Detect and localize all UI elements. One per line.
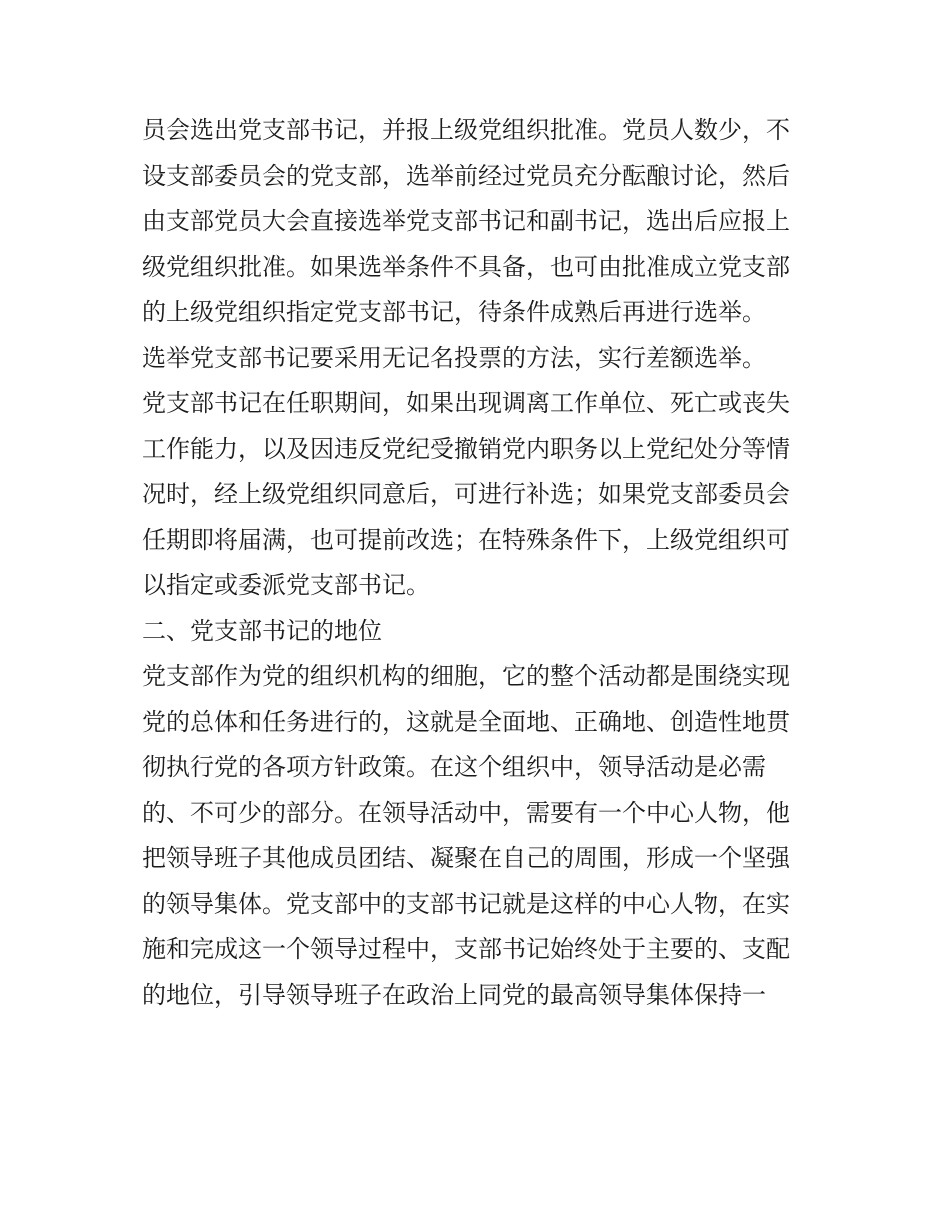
text-line: 的上级党组织指定党支部书记，待条件成熟后再进行选举。 bbox=[142, 298, 766, 326]
text-line: 把领导班子其他成员团结、凝聚在自己的周围，形成一个坚强 bbox=[142, 844, 790, 872]
text-line: 彻执行党的各项方针政策。在这个组织中，领导活动是必需 bbox=[142, 753, 766, 781]
text-line: 的领导集体。党支部中的支部书记就是这样的中心人物，在实 bbox=[142, 889, 790, 918]
text-line: 的、不可少的部分。在领导活动中，需要有一个中心人物，他 bbox=[142, 798, 790, 827]
text-line: 施和完成这一个领导过程中，支部书记始终处于主要的、支配 bbox=[142, 935, 790, 963]
section-heading: 二、党支部书记的地位 bbox=[142, 616, 382, 645]
text-line: 况时，经上级党组织同意后，可进行补选；如果党支部委员会 bbox=[142, 480, 790, 508]
text-line: 党支部书记在任职期间，如果出现调离工作单位、死亡或丧失 bbox=[142, 389, 790, 417]
text-line: 工作能力，以及因违反党纪受撤销党内职务以上党纪处分等情 bbox=[142, 434, 790, 463]
text-line: 的地位，引导领导班子在政治上同党的最高领导集体保持一 bbox=[142, 980, 766, 1009]
text-line: 员会选出党支部书记，并报上级党组织批准。党员人数少，不 bbox=[142, 116, 790, 144]
text-line: 设支部委员会的党支部，选举前经过党员充分酝酿讨论，然后 bbox=[142, 161, 790, 190]
text-line: 任期即将届满，也可提前改选；在特殊条件下，上级党组织可 bbox=[142, 525, 790, 554]
text-line: 党支部作为党的组织机构的细胞，它的整个活动都是围绕实现 bbox=[142, 662, 790, 690]
text-line: 级党组织批准。如果选举条件不具备，也可由批准成立党支部 bbox=[142, 252, 790, 281]
text-line: 选举党支部书记要采用无记名投票的方法，实行差额选举。 bbox=[142, 343, 766, 372]
text-line: 以指定或委派党支部书记。 bbox=[142, 571, 430, 599]
document-body bbox=[142, 108, 822, 1018]
text-line: 党的总体和任务进行的，这就是全面地、正确地、创造性地贯 bbox=[142, 707, 790, 736]
text-line: 由支部党员大会直接选举党支部书记和副书记，选出后应报上 bbox=[142, 207, 790, 235]
